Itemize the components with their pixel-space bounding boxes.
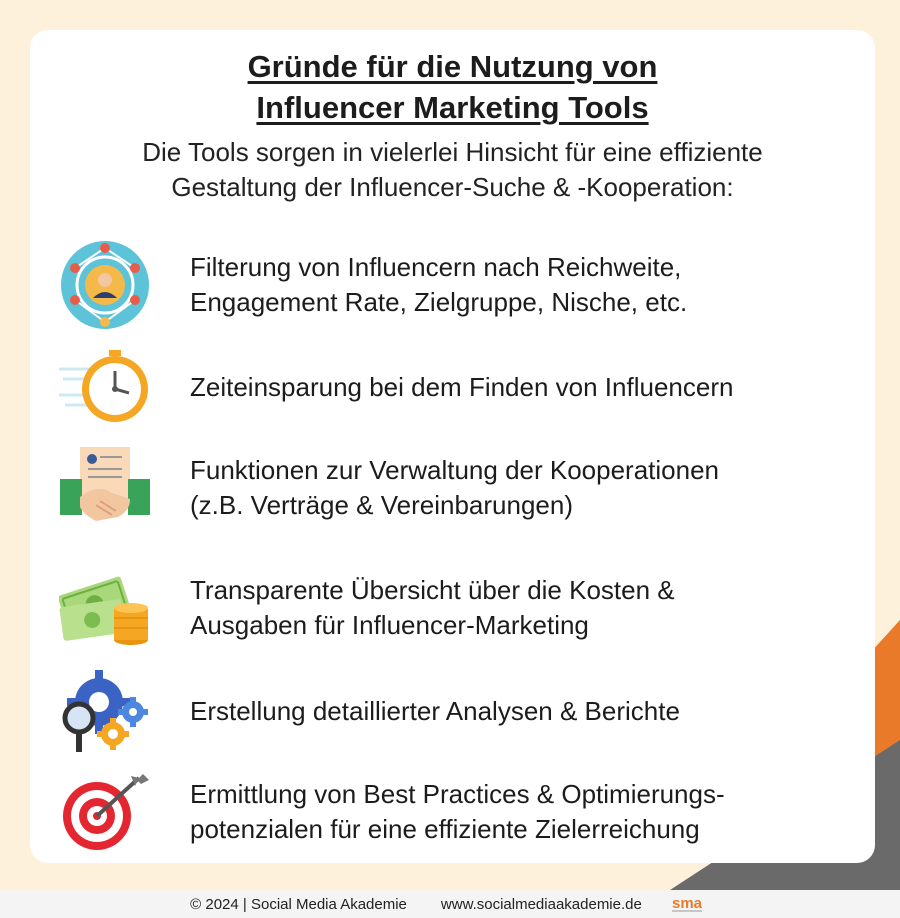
item-1-line-1: Filterung von Influencern nach Reichweite, [190,252,682,282]
item-text [190,777,725,847]
item-text [190,694,680,729]
item-text [190,370,733,405]
footer-copyright: © 2024 | Social Media Akademie [190,895,407,913]
gears-magnifier-icon [55,666,155,756]
intro-text [30,135,875,205]
item-text [190,573,675,643]
clock-icon [55,342,155,432]
item-text [190,250,687,320]
item-6-line-1: Ermittlung von Best Practices & Optimierungs- [190,779,725,809]
footer [0,890,900,918]
network-person-icon [55,240,155,330]
footer-url[interactable]: www.socialmediaakademie.de [440,895,642,913]
svg-text:sma: sma [671,895,702,912]
item-3-line-1: Funktionen zur Verwaltung der Kooperationen [190,455,720,485]
sma-logo [672,894,710,914]
item-3-line-2: (z.B. Verträge & Vereinbarungen) [190,490,574,520]
list-item-cooperation-management [55,443,855,533]
list-item-cost-overview [55,563,855,653]
item-4-line-2: Ausgaben für Influencer-Marketing [190,610,589,640]
item-text [190,453,719,523]
money-coins-icon [55,563,155,653]
list-item-filtering [55,240,855,330]
page-title [30,46,875,128]
title-line-2: Influencer Marketing Tools [256,90,649,125]
list-item-time-saving [55,342,855,432]
target-arrow-icon [55,767,155,857]
item-6-line-2: potenzialen für eine effiziente Zielerreichung [190,814,700,844]
list-item-analytics [55,666,855,756]
item-1-line-2: Engagement Rate, Zielgruppe, Nische, etc. [190,287,688,317]
handshake-contract-icon [55,443,155,533]
intro-line-2: Gestaltung der Influencer-Suche & -Kooperation: [171,172,734,202]
list-item-best-practices [55,767,855,857]
intro-line-1: Die Tools sorgen in vielerlei Hinsicht für eine effiziente [142,137,763,167]
content-card [30,30,875,863]
item-4-line-1: Transparente Übersicht über die Kosten & [190,575,675,605]
item-5-line-1: Erstellung detaillierter Analysen & Berichte [190,695,680,726]
title-line-1: Gründe für die Nutzung von [247,49,658,84]
item-2-line-1: Zeiteinsparung bei dem Finden von Influencern [190,371,734,402]
